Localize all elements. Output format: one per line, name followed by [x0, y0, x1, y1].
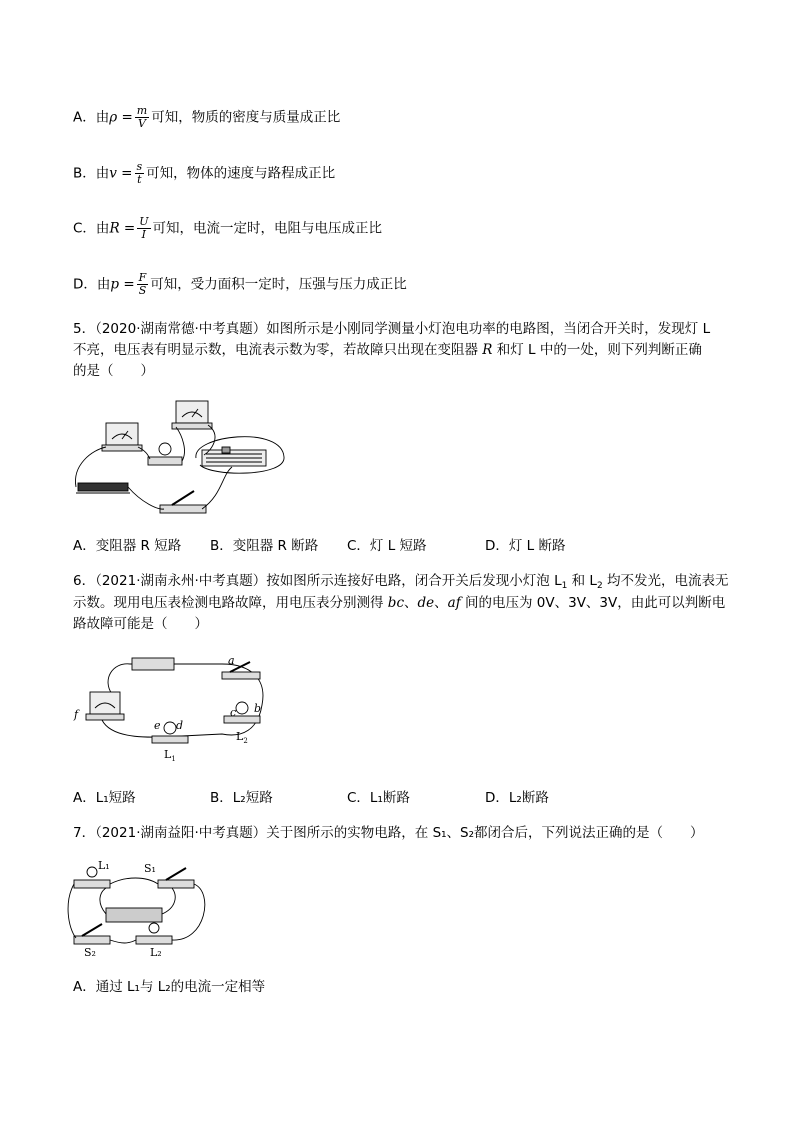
q5-option-b[interactable]: B．变阻器 R 断路	[210, 538, 319, 554]
q4-c-num: U	[139, 215, 149, 228]
q6-line1-c: 均不发光，电流表无	[606, 573, 729, 589]
q4-b-num: s	[136, 160, 143, 173]
q6-label-f: f	[74, 708, 79, 721]
q5-line2-var: R	[482, 342, 493, 358]
q6-circuit-figure	[72, 650, 282, 765]
q5-option-c[interactable]: C．灯 L 短路	[347, 538, 427, 554]
switch-s2-base	[74, 936, 110, 944]
q4-option-d	[73, 272, 407, 297]
q6-var-af: af	[447, 595, 461, 611]
q7-label-s1: S₁	[144, 862, 156, 875]
q4-option-b	[73, 161, 335, 186]
q5-line2-a: 不亮，电压表有明显示数，电流表示数为零，若故障只出现在变阻器	[73, 342, 478, 358]
lamp-l1-base	[74, 880, 110, 888]
q4-a-fraction	[135, 105, 149, 130]
q6-l1-sub: 1	[561, 581, 568, 591]
q5-stem-line1: 5．（2020·湖南常德·中考真题）如图所示是小刚同学测量小灯泡电功率的电路图，当闭合开关时，发现灯 L	[73, 321, 711, 337]
q6-line1-b: 和 L	[571, 573, 597, 589]
q6-option-a[interactable]: A．L₁短路	[73, 790, 136, 806]
q6-option-d[interactable]: D．L₂断路	[485, 790, 549, 806]
q4-d-suffix: 可知，受力面积一定时，压强与压力成正比	[150, 276, 407, 293]
q4-d-lhs: p =	[110, 276, 135, 293]
q7-circuit-figure	[66, 852, 216, 962]
q4-option-c	[73, 216, 382, 241]
lamp-l2-bulb	[236, 702, 248, 714]
q7-label-l1: L₁	[98, 859, 110, 872]
q4-b-suffix: 可知，物体的速度与路程成正比	[146, 165, 336, 182]
switch-s1-base	[158, 880, 194, 888]
q4-c-lhs: R =	[109, 220, 136, 237]
lamp-bulb	[159, 443, 171, 455]
q4-a-suffix: 可知，物质的密度与质量成正比	[151, 109, 341, 126]
q6-label-b: b	[254, 702, 262, 715]
q6-line2-b: 间的电压为 0V、3V、3V，由此可以判断电	[464, 595, 726, 611]
lamp-base	[148, 457, 182, 465]
q6-label-e: e	[154, 719, 161, 732]
battery	[78, 483, 128, 491]
q6-stem-line2: 示数。现用电压表检测电路故障，用电压表分别测得 bc、de、af 间的电压为 0V、3V、3V，由此可以判断电	[73, 595, 726, 611]
q4-c-suffix: 可知，电流一定时，电阻与电压成正比	[152, 220, 382, 237]
q4-a-num: m	[136, 104, 148, 117]
q5-stem-line3: 的是（ ）	[73, 363, 154, 379]
lamp-l1-base	[152, 736, 188, 743]
q4-d-fraction	[137, 272, 149, 297]
q4-d-den: S	[138, 284, 147, 297]
q6-var-de: de	[417, 595, 435, 611]
q4-c-prefix: C．由	[73, 220, 110, 237]
q4-a-den: V	[138, 117, 146, 130]
q7-stem-line1: 7．（2021·湖南益阳·中考真题）关于图所示的实物电路，在 S₁、S₂都闭合后，下列说法正确的是（ ）	[73, 825, 704, 841]
q4-option-a	[73, 105, 340, 130]
q6-label-l1: $L_1$	[164, 748, 176, 763]
q5-option-a[interactable]: A．变阻器 R 短路	[73, 538, 182, 554]
q6-line2-a: 示数。现用电压表检测电路故障，用电压表分别测得	[73, 595, 384, 611]
battery	[132, 658, 174, 670]
q5-stem-line2	[73, 340, 702, 360]
q4-b-den: t	[137, 173, 142, 186]
q6-option-b[interactable]: B．L₂短路	[210, 790, 273, 806]
q6-var-bc: bc	[387, 595, 404, 611]
q4-d-prefix: D．由	[73, 276, 111, 293]
q7-label-s2: S₂	[84, 946, 96, 959]
q6-stem-line3: 路故障可能是（ ）	[73, 616, 208, 632]
q4-b-prefix: B．由	[73, 165, 110, 182]
q4-a-prefix: A．由	[73, 109, 110, 126]
lamp-l1-bulb	[87, 867, 97, 877]
q7-label-l2: L₂	[150, 946, 162, 959]
q4-b-fraction	[135, 161, 145, 186]
q6-label-l2: $L_2$	[236, 730, 248, 745]
q6-label-a: a	[228, 654, 235, 667]
q6-line1-a: 6．（2021·湖南永州·中考真题）按如图所示连接好电路，闭合开关后发现小灯泡 L	[73, 573, 562, 589]
lamp-l2-bulb	[149, 923, 159, 933]
q5-circuit-figure	[72, 395, 292, 520]
q4-d-num: F	[138, 271, 147, 284]
lamp-l2-base	[136, 936, 172, 944]
q4-b-lhs: v =	[109, 165, 133, 182]
q4-c-den: I	[141, 228, 147, 241]
battery	[106, 908, 162, 922]
q4-a-lhs: ρ =	[109, 109, 133, 126]
q5-line2-b: 和灯 L 中的一处，则下列判断正确	[496, 342, 702, 358]
q4-c-fraction	[137, 216, 150, 241]
q6-label-c: c	[230, 706, 237, 719]
q6-l2-sub: 2	[596, 581, 603, 591]
q7-option-a[interactable]: A．通过 L₁与 L₂的电流一定相等	[73, 979, 266, 995]
q6-label-d: d	[176, 719, 184, 732]
q6-option-c[interactable]: C．L₁断路	[347, 790, 410, 806]
switch-base	[160, 505, 206, 513]
switch-base	[222, 672, 260, 679]
q5-option-d[interactable]: D．灯 L 断路	[485, 538, 566, 554]
lamp-l1-bulb	[164, 722, 176, 734]
